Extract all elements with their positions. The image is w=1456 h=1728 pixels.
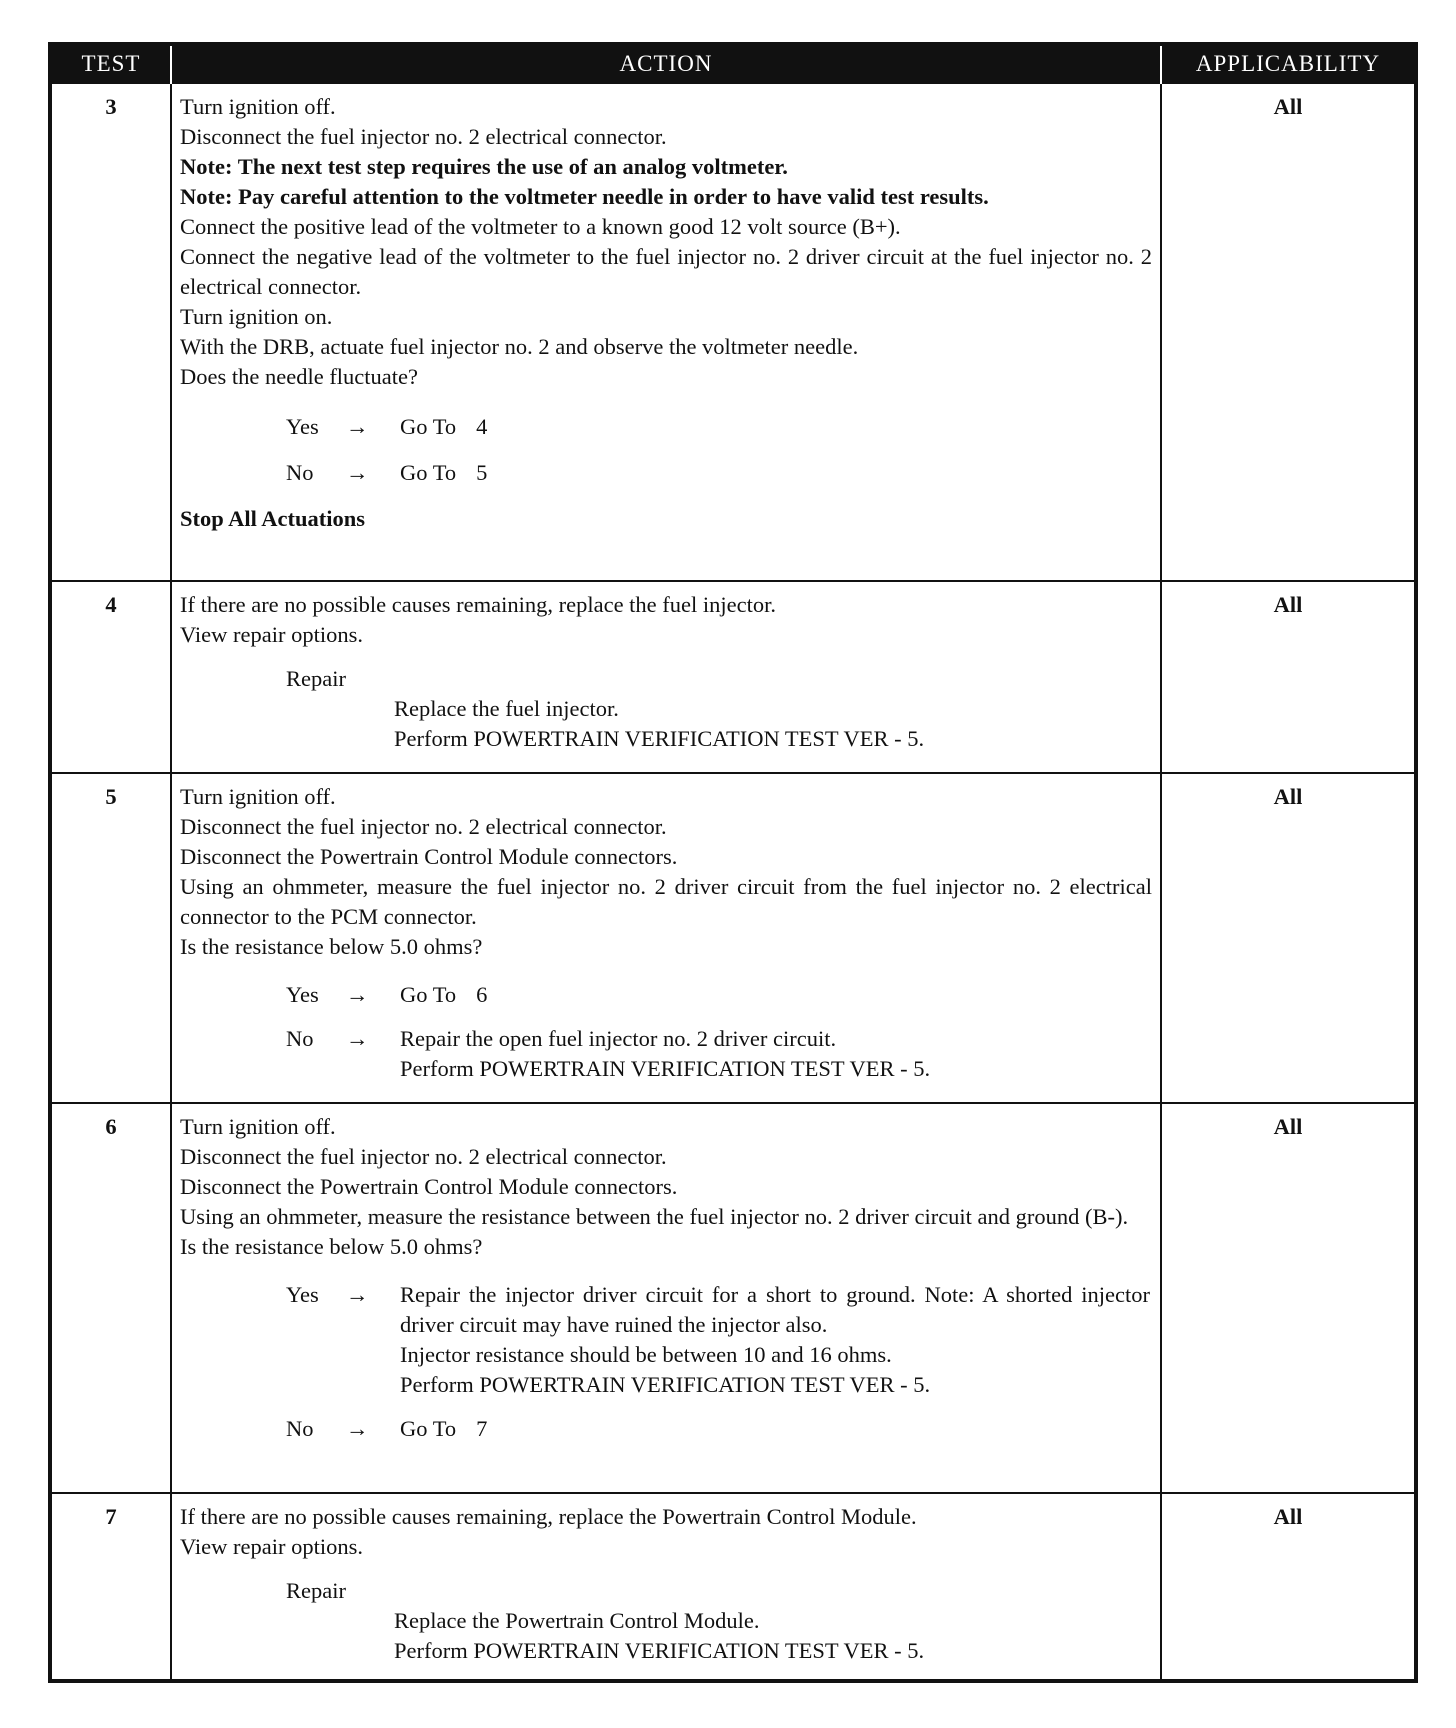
answer-yes xyxy=(286,1280,1150,1400)
answer-label: No xyxy=(286,460,314,485)
step-text: Disconnect the Powertrain Control Module connectors. xyxy=(180,1174,678,1199)
question-text: Is the resistance below 5.0 ohms? xyxy=(180,934,483,959)
table-row-test-3 xyxy=(50,83,1416,581)
action-cell xyxy=(171,1493,1161,1681)
test-number: 6 xyxy=(50,1103,171,1493)
answer-yes xyxy=(286,412,1150,442)
answer-no xyxy=(286,1024,1150,1084)
step-text: With the DRB, actuate fuel injector no. 2 and observe the voltmeter needle. xyxy=(180,334,859,359)
table-row-test-7 xyxy=(50,1493,1416,1681)
applicability-cell: All xyxy=(1161,1493,1416,1681)
goto-link[interactable]: Go To xyxy=(400,1416,457,1441)
test-number: 5 xyxy=(50,773,171,1103)
action-cell xyxy=(171,83,1161,581)
diagnostic-test-page xyxy=(48,42,1414,1683)
step-text: Connect the negative lead of the voltmeter to the fuel injector no. 2 driver circuit at the fuel injector no. 2 electrical connector. xyxy=(180,244,1152,299)
goto-link[interactable]: Go To xyxy=(400,414,457,439)
answer-label: Yes xyxy=(286,414,319,439)
action-cell xyxy=(171,773,1161,1103)
arrow-icon: → xyxy=(346,414,369,439)
table-row-test-6 xyxy=(50,1103,1416,1493)
arrow-icon: → xyxy=(346,460,369,485)
goto-link[interactable]: Go To xyxy=(400,460,457,485)
answer-label: Yes xyxy=(286,982,319,1007)
note-text: Note: The next test step requires the use of an analog voltmeter. xyxy=(180,154,788,179)
header-applicability: APPLICABILITY xyxy=(1161,44,1416,83)
header-test: TEST xyxy=(50,44,171,83)
step-text: Connect the positive lead of the voltmeter to a known good 12 volt source (B+). xyxy=(180,214,901,239)
test-number: 4 xyxy=(50,581,171,773)
step-text: View repair options. xyxy=(180,622,363,647)
question-text: Does the needle fluctuate? xyxy=(180,364,419,389)
answer-label: No xyxy=(286,1416,314,1441)
step-text: Turn ignition off. xyxy=(180,784,336,809)
arrow-icon: → xyxy=(346,982,369,1007)
goto-link[interactable]: Go To xyxy=(400,982,457,1007)
diagnostic-test-table xyxy=(48,42,1418,1683)
applicability-cell: All xyxy=(1161,1103,1416,1493)
repair-label: Repair xyxy=(286,1578,346,1603)
goto-number: 5 xyxy=(476,460,488,485)
answer-result xyxy=(400,1280,1150,1400)
answer-label: Yes xyxy=(286,1282,319,1307)
step-text: Disconnect the fuel injector no. 2 electrical connector. xyxy=(180,814,667,839)
arrow-icon: → xyxy=(346,1282,369,1307)
table-row-test-5 xyxy=(50,773,1416,1103)
question-text: Is the resistance below 5.0 ohms? xyxy=(180,1234,483,1259)
step-text: Using an ohmmeter, measure the resistance between the fuel injector no. 2 driver circuit and ground (B-). xyxy=(180,1204,1129,1229)
result-text: Repair the open fuel injector no. 2 driver circuit. xyxy=(400,1026,837,1051)
action-cell xyxy=(171,581,1161,773)
answer-yes xyxy=(286,980,1150,1010)
repair-steps xyxy=(394,694,1152,754)
applicability-cell: All xyxy=(1161,83,1416,581)
step-text: If there are no possible causes remaining, replace the Powertrain Control Module. xyxy=(180,1504,917,1529)
repair-step: Replace the Powertrain Control Module. xyxy=(394,1608,760,1633)
repair-steps xyxy=(394,1606,1152,1666)
answer-no xyxy=(286,458,1150,488)
goto-number: 6 xyxy=(476,982,488,1007)
answer-no xyxy=(286,1414,1150,1444)
stop-actuations-text: Stop All Actuations xyxy=(180,506,366,531)
arrow-icon: → xyxy=(346,1026,369,1051)
goto-number: 7 xyxy=(476,1416,488,1441)
table-header-row xyxy=(50,44,1416,83)
step-text: Disconnect the fuel injector no. 2 electrical connector. xyxy=(180,1144,667,1169)
note-text: Note: Pay careful attention to the voltmeter needle in order to have valid test results. xyxy=(180,184,989,209)
repair-label: Repair xyxy=(286,666,346,691)
goto-number: 4 xyxy=(476,414,488,439)
step-text: Using an ohmmeter, measure the fuel injector no. 2 driver circuit from the fuel injector no. 2 electrical connector to the PCM connector. xyxy=(180,874,1152,929)
repair-step: Perform POWERTRAIN VERIFICATION TEST VER - 5. xyxy=(394,1638,925,1663)
arrow-icon: → xyxy=(346,1416,369,1441)
step-text: Turn ignition off. xyxy=(180,94,336,119)
result-text: Perform POWERTRAIN VERIFICATION TEST VER - 5. xyxy=(400,1056,931,1081)
repair-step: Replace the fuel injector. xyxy=(394,696,619,721)
test-number: 3 xyxy=(50,83,171,581)
result-text: Repair the injector driver circuit for a short to ground. Note: A shorted injector driver circuit may have ruined the injector also. xyxy=(400,1282,1150,1337)
test-number: 7 xyxy=(50,1493,171,1681)
answer-label: No xyxy=(286,1026,314,1051)
header-action: ACTION xyxy=(171,44,1161,83)
repair-step: Perform POWERTRAIN VERIFICATION TEST VER - 5. xyxy=(394,726,925,751)
step-text: Turn ignition on. xyxy=(180,304,333,329)
step-text: If there are no possible causes remaining, replace the fuel injector. xyxy=(180,592,776,617)
table-row-test-4 xyxy=(50,581,1416,773)
applicability-cell: All xyxy=(1161,581,1416,773)
step-text: View repair options. xyxy=(180,1534,363,1559)
answer-result xyxy=(400,1024,1150,1084)
step-text: Disconnect the Powertrain Control Module connectors. xyxy=(180,844,678,869)
step-text: Turn ignition off. xyxy=(180,1114,336,1139)
step-text: Disconnect the fuel injector no. 2 electrical connector. xyxy=(180,124,667,149)
action-cell xyxy=(171,1103,1161,1493)
result-text: Perform POWERTRAIN VERIFICATION TEST VER - 5. xyxy=(400,1372,931,1397)
applicability-cell: All xyxy=(1161,773,1416,1103)
result-text: Injector resistance should be between 10 and 16 ohms. xyxy=(400,1342,892,1367)
